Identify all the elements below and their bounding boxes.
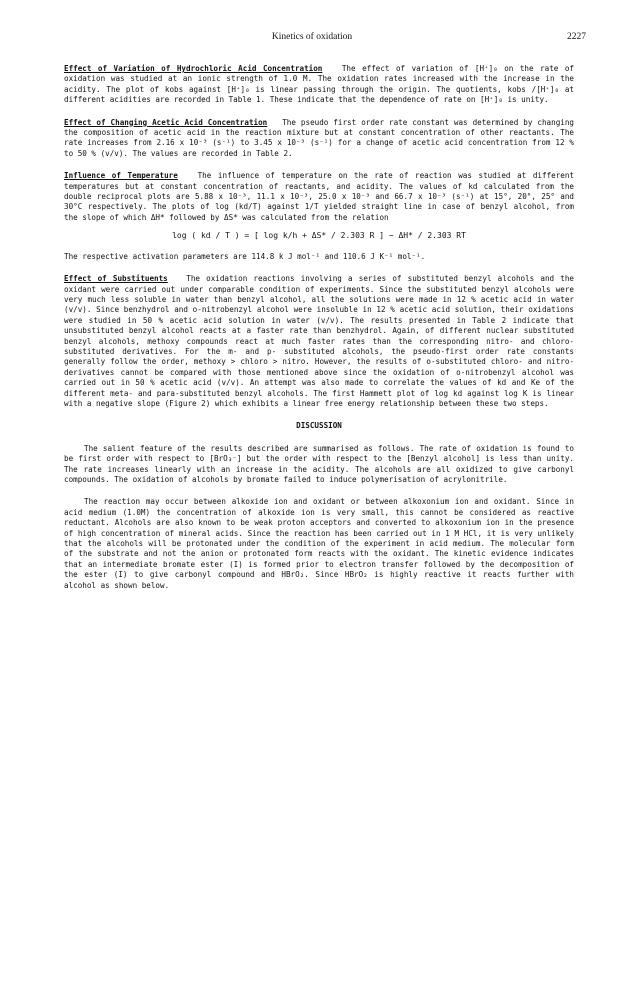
paragraph-text: The effect of variation of [H⁺]₀ on the rate of oxidation was studied at an ionic strength of 1.0 M. The oxidation rates increased with the increase in the acidity. The plot of kobs against [H⁺]₀ is linear passing through the origin. The quotients, kobs /[H⁺]₀ at different acidities are recorded in Table 1. These indicate that the dependence of rate on [H⁺]₀ is unity. [64,64,574,105]
discussion-heading: DISCUSSION [296,421,342,431]
paragraph-text: The oxidation reactions involving a series of substituted benzyl alcohols and the oxidant were carried out under comparable condition of experiments. Since the substituted benzyl alcohols were very much less soluble in water than benzyl alcohol, all the solutions were made in 12 % acetic acid in water (v/v). Since benzhydrol and o-nitrobenzyl alcohol were insoluble in 12 % acetic acid solution, their oxidations were studied in 50 % acetic acid solution in water (v/v). The results presented in Table 2 indicate that unsubstituted benzyl alcohol reacts at a faster rate than benzhydrol. Again, of different nuclear substituted benzyl alcohols, methoxy compounds react at much faster rates than the corresponding nitro- and chloro- substituted derivatives. For the m- and p- substituted alcohols, the pseudo-first order rate constants generally follow the order, methoxy > chloro > nitro. However, the results of o-substituted chloro- and nitro- derivatives cannot be compared with those mentioned above since the oxidation of o-nitrobenzyl alcohol was carried out in 50 % acetic acid (v/v). An attempt was also made to correlate the values of kd and Ke of the different meta- and para-substituted benzyl alcohols. The first Hammett plot of log kd against log K is linear with a negative slope (Figure 2) which exhibits a linear free energy relationship between these two steps. [64,274,575,408]
section-heading: Effect of Substituents [64,274,168,284]
running-header [0,32,624,46]
discussion-paragraph-2: The reaction may occur between alkoxide ion and oxidant or between alkoxonium ion and oxidant. Since in acid medium (1.0M) the concentration of alkoxide ion is very small, this cannot be considered as reactive reductant. Alcohols are also known to be weak proton acceptors and converted to alkoxonium ion in the presence of high concentration of mineral acids. Since the reaction has been carried out in 1 M HCl, it is very unlikely that the alcohols will be protonated under the condition of the experiment in acid medium. The molecular form of the substrate and not the anion or protonated form reacts with the oxidant. The kinetic evidence indicates that an intermediate bromate ester (I) is formed prior to electron transfer followed by the decomposition of the ester (I) to give carbonyl compound and HBrO₂. Since HBrO₂ is highly reactive it reacts further with alcohol as shown below. [64,497,574,590]
paragraph-hcl-effect [64,64,574,106]
paragraph-acetic-acid [64,118,574,160]
body-text [64,64,574,603]
paragraph-temperature [64,171,574,223]
paragraph-text: The influence of temperature on the rate of reaction was studied at different temperatures but at constant concentration of reactants, and acidity. The values of kd calculated from the double reciprocal plots are 5.88 x 10⁻³, 11.1 x 10⁻³, 25.0 x 10⁻³ and 66.7 x 10⁻³ (s⁻¹) at 15°, 20°, 25° and 30°C respectively. The plots of log (kd/T) against 1/T yielded straight line in case of benzyl alcohol, from the slope of which ΔH* followed by ΔS* was calculated from the relation [64,171,575,222]
section-heading: Effect of Variation of Hydrochloric Acid Concentration [64,64,323,73]
paragraph-activation-parameters: The respective activation parameters are 114.8 k J mol⁻¹ and 110.6 J K⁻¹ mol⁻¹. [64,251,426,261]
discussion-paragraph-1: The salient feature of the results described are summarised as follows. The rate of oxidation is found to be first order with respect to [BrO₃⁻] but the order with respect to the [Benzyl alcohol] is less than unity. The rate increases linearly with an increase in the acidity. The alcohols are all oxidized to give carbonyl compounds. The oxidation of alcohols by bromate failed to induce polymerisation of acrylonitrile. [64,443,574,484]
activation-equation: log ( kd / T ) = [ log k/h + ΔS* / 2.303 R ] − ΔH* / 2.303 RT [172,231,466,241]
paragraph-substituents [64,274,574,409]
page-number: 2227 [567,32,586,42]
paragraph-text: The pseudo first order rate constant was determined by changing the composition of acetic acid in the reaction mixture but at constant concentration of other reactants. The rate increases from 2.16 x 10⁻³ (s⁻¹) to 3.45 x 10⁻³ (s⁻¹) for a change of acetic acid concentration from 12 % to 50 % (v/v). The values are recorded in Table 2. [64,117,574,158]
section-heading: Effect of Changing Acetic Acid Concentration [64,117,268,127]
section-heading: Influence of Temperature [64,171,178,181]
running-title: Kinetics of oxidation [271,32,353,42]
